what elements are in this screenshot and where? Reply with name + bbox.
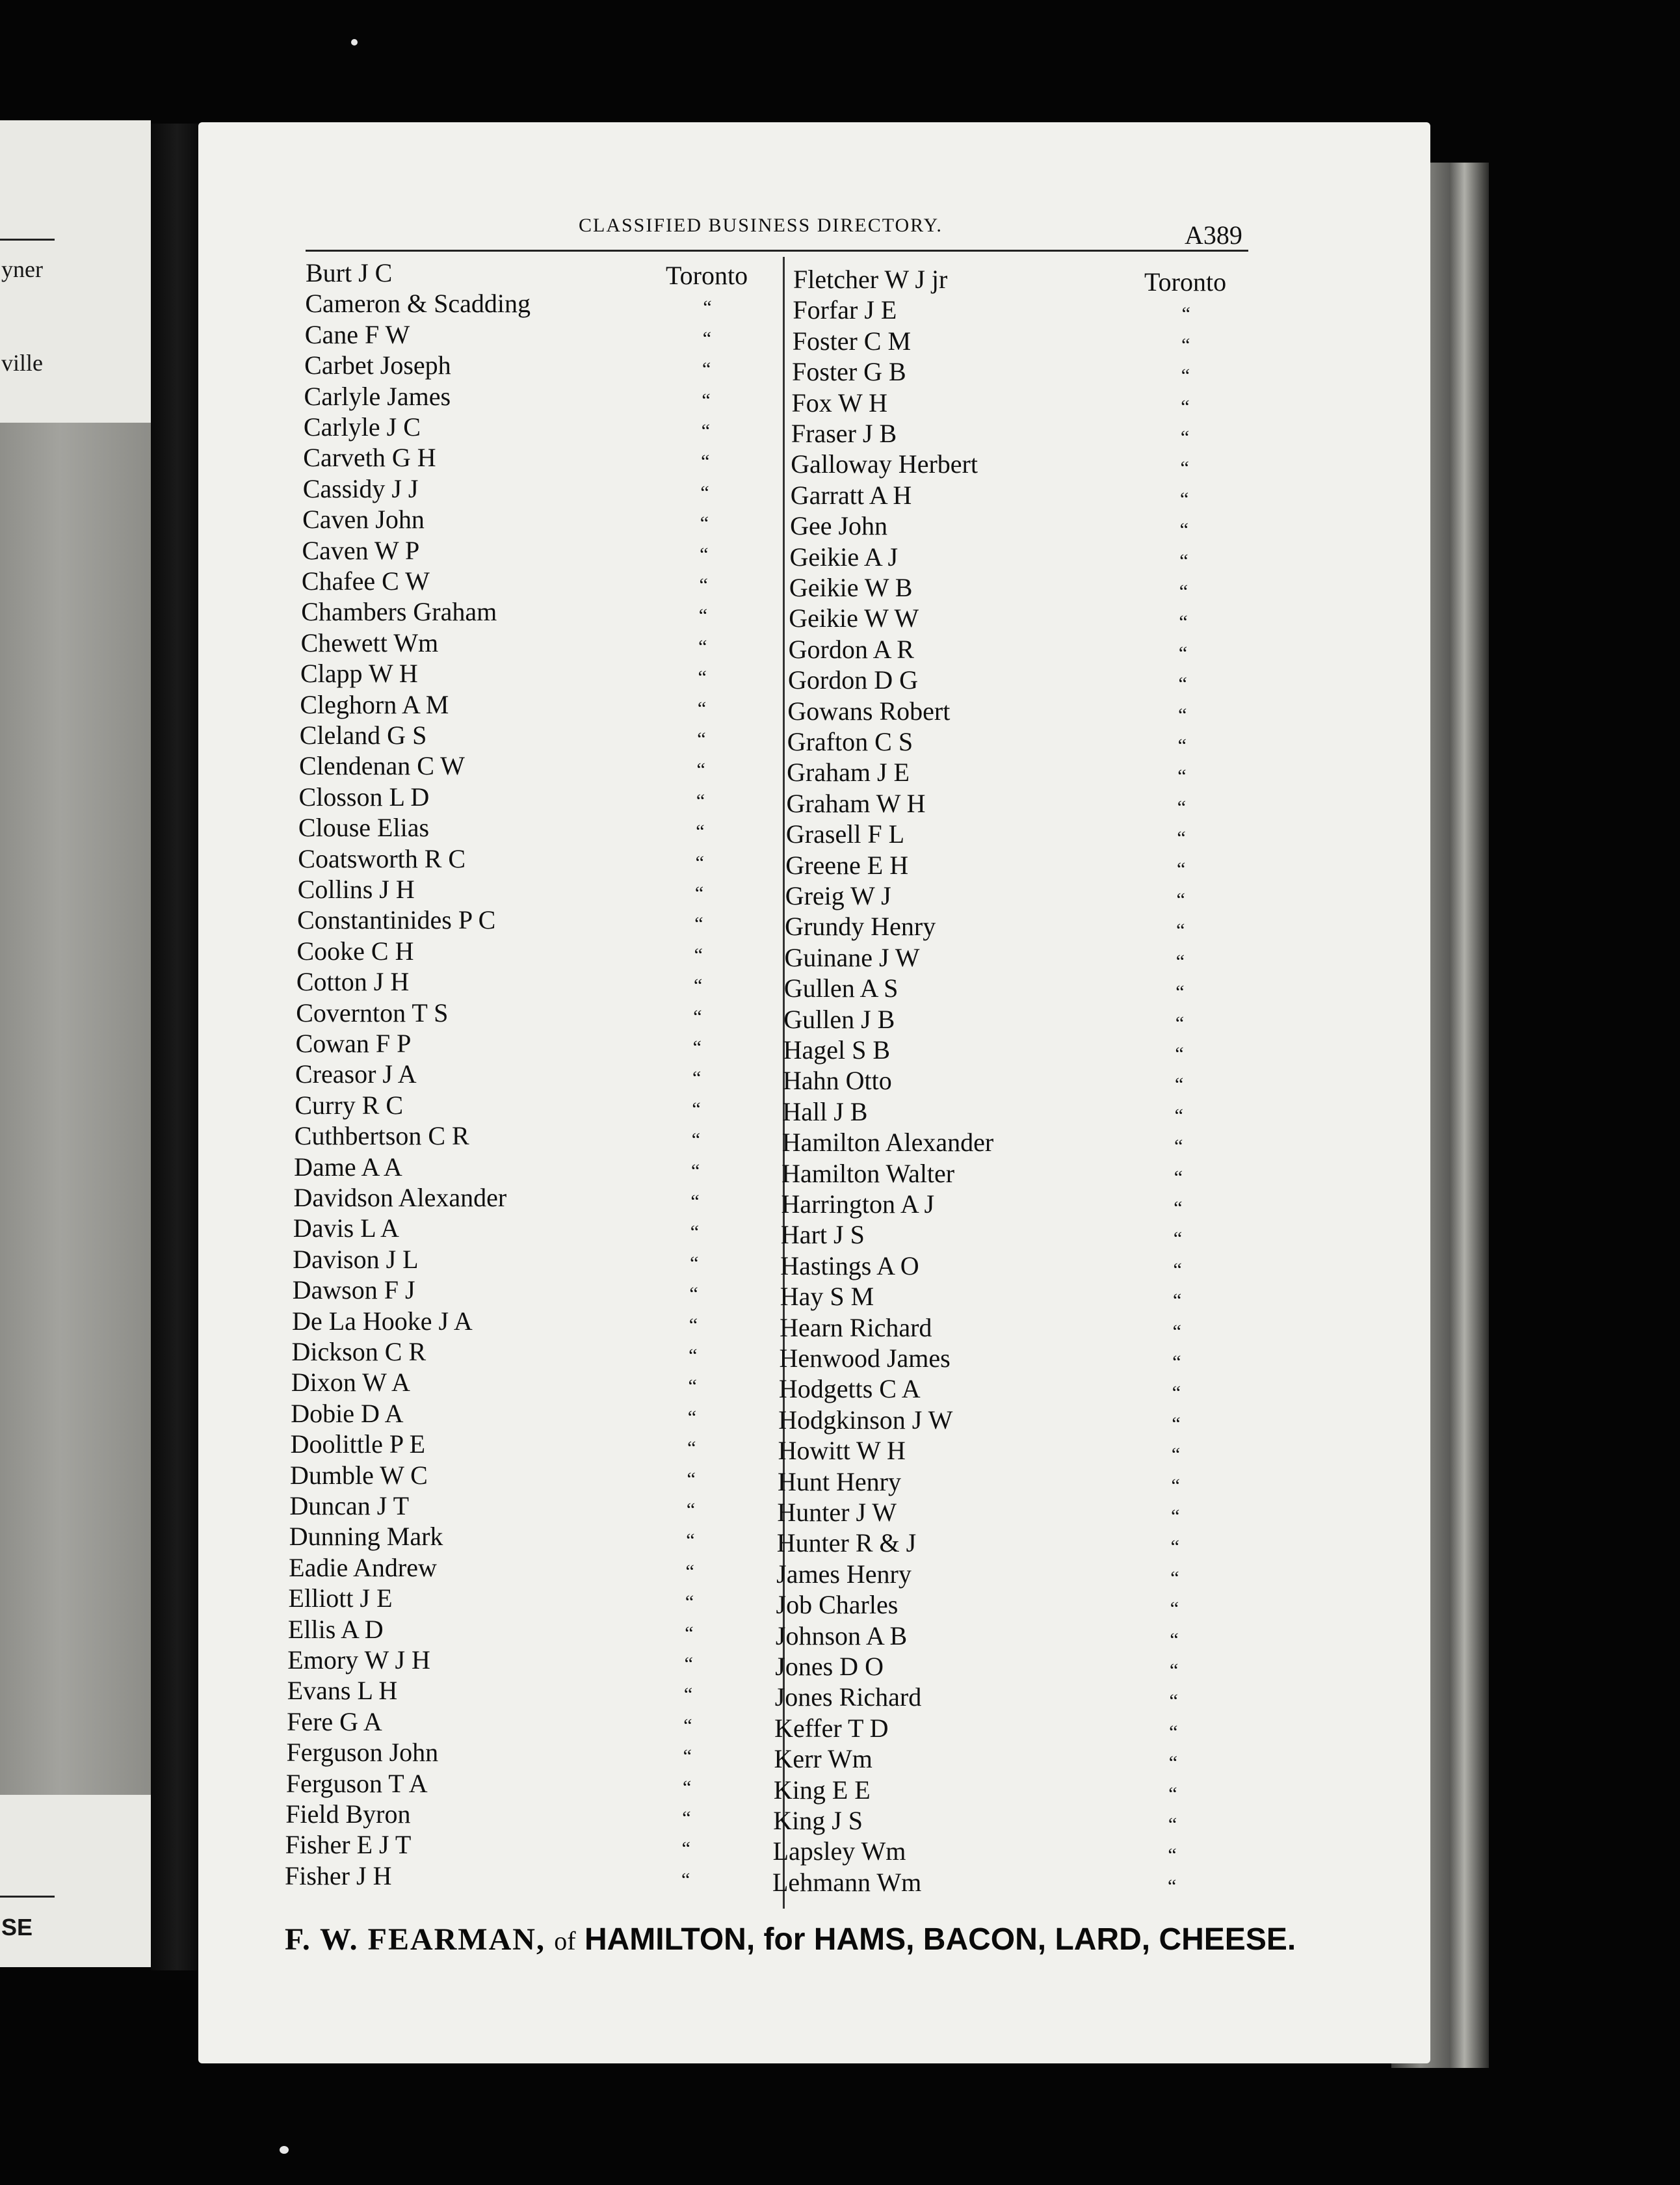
ditto-mark: “ bbox=[1170, 1536, 1179, 1558]
directory-entry-name: Duncan J T bbox=[289, 1491, 410, 1520]
directory-entry-name: Dawson F J bbox=[292, 1275, 415, 1305]
ditto-mark: “ bbox=[1171, 1474, 1180, 1496]
directory-entry-name: Hall J B bbox=[782, 1096, 868, 1126]
page-number: A389 bbox=[1185, 220, 1242, 250]
directory-entry-name: Hunter J W bbox=[777, 1498, 897, 1527]
ditto-mark: “ bbox=[1178, 673, 1187, 695]
directory-entry-name: Cooke C H bbox=[296, 936, 414, 966]
directory-entry-name: Dunning Mark bbox=[289, 1522, 443, 1552]
directory-entry-name: Hearn Richard bbox=[780, 1312, 932, 1342]
directory-entry-name: Chewett Wm bbox=[300, 628, 439, 657]
directory-entry-name: Lapsley Wm bbox=[772, 1836, 906, 1866]
ditto-mark: “ bbox=[683, 1745, 692, 1768]
directory-entry-name: De La Hooke J A bbox=[292, 1306, 473, 1336]
directory-entry-name: Collins J H bbox=[297, 875, 415, 904]
ditto-mark: “ bbox=[698, 635, 707, 657]
ditto-mark: “ bbox=[683, 1684, 693, 1706]
directory-entry-name: Davison J L bbox=[293, 1244, 419, 1274]
directory-entry-name: Cleghorn A M bbox=[300, 689, 449, 719]
directory-entry-name: King J S bbox=[773, 1806, 863, 1835]
ditto-mark: “ bbox=[695, 851, 704, 873]
directory-entry-name: Grasell F L bbox=[785, 819, 905, 849]
ditto-mark: “ bbox=[1177, 827, 1186, 849]
directory-entry-name: Chafee C W bbox=[301, 566, 430, 596]
directory-entry-name: Cassidy J J bbox=[302, 473, 419, 503]
directory-entry-name: Eadie Andrew bbox=[289, 1552, 437, 1582]
ditto-mark: “ bbox=[1175, 1074, 1184, 1096]
directory-entry-name: Henwood James bbox=[779, 1344, 951, 1373]
directory-entry-name: Carveth G H bbox=[303, 443, 436, 473]
directory-entry-name: Clapp W H bbox=[300, 659, 418, 689]
ditto-mark: “ bbox=[698, 667, 707, 689]
ditto-mark: “ bbox=[1168, 1782, 1177, 1805]
directory-entry-name: Guinane J W bbox=[784, 942, 920, 972]
ditto-mark: “ bbox=[1176, 920, 1185, 942]
ditto-mark: “ bbox=[689, 1345, 698, 1366]
ditto-mark: “ bbox=[694, 882, 704, 904]
directory-entry-name: Lehmann Wm bbox=[772, 1867, 922, 1897]
dust-speck bbox=[280, 2146, 289, 2154]
directory-entry-name: Graham W H bbox=[786, 788, 926, 818]
directory-entry-name: Dickson C R bbox=[291, 1337, 427, 1366]
ditto-mark: “ bbox=[685, 1591, 694, 1613]
directory-entry-name: Constantinides P C bbox=[297, 905, 496, 935]
directory-entry-name: Geikie W B bbox=[789, 573, 913, 602]
directory-entry-name: Keffer T D bbox=[774, 1713, 889, 1743]
ditto-mark: “ bbox=[689, 1314, 698, 1336]
ditto-mark: “ bbox=[1174, 1104, 1183, 1126]
directory-entry-name: Carlyle J C bbox=[303, 412, 421, 442]
footer-firm: F. W. FEARMAN, bbox=[285, 1922, 545, 1957]
directory-entry-name: Geikie W W bbox=[789, 603, 919, 633]
directory-entry-name: Hay S M bbox=[780, 1282, 874, 1312]
ditto-mark: “ bbox=[1176, 889, 1185, 910]
directory-entry-name: Harrington A J bbox=[781, 1189, 935, 1219]
ditto-mark: “ bbox=[1173, 1258, 1182, 1280]
directory-entry-name: Hagel S B bbox=[783, 1035, 891, 1065]
directory-entry-name: Davis L A bbox=[293, 1213, 399, 1243]
ditto-mark: “ bbox=[1175, 950, 1185, 972]
ditto-mark: “ bbox=[1175, 981, 1185, 1003]
left-page-word: SE bbox=[1, 1914, 33, 1940]
ditto-mark: “ bbox=[687, 1468, 696, 1490]
ditto-mark: “ bbox=[1175, 1043, 1184, 1065]
directory-entry-name: Creasor J A bbox=[295, 1059, 417, 1089]
directory-entry-name: Jones D O bbox=[775, 1652, 884, 1681]
directory-entry-name: Caven John bbox=[302, 505, 425, 535]
directory-entry-name: Fere G A bbox=[287, 1706, 382, 1736]
directory-entry-name: Hunter R & J bbox=[776, 1528, 917, 1558]
directory-entry-name: Curry R C bbox=[295, 1090, 404, 1120]
ditto-mark: “ bbox=[702, 389, 711, 411]
ditto-mark: “ bbox=[700, 481, 709, 503]
directory-entry-name: Dobie D A bbox=[291, 1398, 404, 1428]
ditto-mark: “ bbox=[1169, 1721, 1178, 1743]
ditto-mark: “ bbox=[1181, 334, 1190, 356]
ditto-mark: “ bbox=[1172, 1412, 1181, 1435]
directory-entry-name: Cameron & Scadding bbox=[305, 289, 531, 319]
footer-advertisement bbox=[285, 1922, 1296, 1957]
directory-entry-name: Davidson Alexander bbox=[293, 1183, 507, 1212]
ditto-mark: “ bbox=[1178, 642, 1188, 664]
ditto-mark: “ bbox=[693, 1005, 702, 1027]
directory-entry-name: Foster C M bbox=[792, 326, 912, 356]
directory-entry-name: Closson L D bbox=[298, 782, 430, 812]
ditto-mark: “ bbox=[702, 358, 711, 380]
directory-entry-name: Gordon A R bbox=[788, 634, 914, 664]
ditto-mark: “ bbox=[1172, 1382, 1181, 1404]
ditto-mark: “ bbox=[686, 1499, 696, 1520]
footer-text: HAMILTON, for HAMS, BACON, LARD, CHEESE. bbox=[584, 1922, 1296, 1957]
ditto-mark: “ bbox=[1170, 1628, 1179, 1650]
ditto-mark: “ bbox=[700, 543, 709, 565]
ditto-mark: “ bbox=[687, 1437, 696, 1459]
left-page-rule bbox=[0, 1896, 55, 1898]
directory-entry-name: Howitt W H bbox=[778, 1436, 906, 1466]
ditto-mark: “ bbox=[1178, 704, 1187, 726]
directory-entry-name: Dixon W A bbox=[291, 1368, 410, 1397]
ditto-mark: “ bbox=[1170, 1598, 1179, 1620]
page-header-title: CLASSIFIED BUSINESS DIRECTORY. bbox=[579, 215, 943, 236]
directory-entry-name: Fletcher W J jr bbox=[793, 265, 948, 294]
ditto-mark: “ bbox=[1180, 457, 1189, 479]
directory-city: Toronto bbox=[666, 261, 748, 290]
directory-entry-name: Greene E H bbox=[785, 850, 909, 880]
ditto-mark: “ bbox=[681, 1868, 690, 1890]
ditto-mark: “ bbox=[1177, 796, 1187, 818]
ditto-mark: “ bbox=[691, 1129, 701, 1151]
directory-entry-name: Greig W J bbox=[785, 881, 891, 910]
directory-entry-name: Johnson A B bbox=[775, 1621, 908, 1650]
footer-of: of bbox=[554, 1926, 576, 1955]
directory-entry-name: Carbet Joseph bbox=[304, 351, 451, 380]
directory-entry-name: Graham J E bbox=[787, 758, 910, 788]
ditto-mark: “ bbox=[1168, 1814, 1177, 1835]
ditto-mark: “ bbox=[702, 327, 712, 349]
directory-entry-name: Evans L H bbox=[287, 1676, 398, 1706]
ditto-mark: “ bbox=[696, 821, 705, 843]
ditto-mark: “ bbox=[1168, 1752, 1178, 1774]
ditto-mark: “ bbox=[1174, 1197, 1183, 1219]
directory-entry-name: Clendenan C W bbox=[299, 751, 465, 781]
ditto-mark: “ bbox=[1179, 550, 1188, 572]
directory-entry-name: Geikie A J bbox=[789, 542, 899, 572]
ditto-mark: “ bbox=[691, 1159, 700, 1182]
ditto-mark: “ bbox=[1171, 1505, 1180, 1527]
directory-entry-name: Hamilton Walter bbox=[781, 1158, 955, 1188]
directory-entry-name: Gowans Robert bbox=[787, 696, 951, 726]
directory-entry-name: Dumble W C bbox=[290, 1460, 428, 1490]
ditto-mark: “ bbox=[703, 297, 712, 319]
ditto-mark: “ bbox=[697, 728, 706, 750]
ditto-mark: “ bbox=[1180, 488, 1189, 510]
directory-entry-name: Forfar J E bbox=[793, 295, 897, 325]
header-rule bbox=[306, 250, 1248, 252]
directory-entry-name: Grafton C S bbox=[787, 727, 913, 756]
left-page-rule bbox=[0, 239, 55, 241]
directory-entry-name: Cleland G S bbox=[299, 721, 427, 750]
ditto-mark: “ bbox=[685, 1560, 694, 1582]
left-page-fragment bbox=[0, 120, 151, 1967]
ditto-mark: “ bbox=[692, 1067, 702, 1089]
directory-entry-name: Emory W J H bbox=[287, 1645, 430, 1675]
ditto-mark: “ bbox=[693, 975, 703, 997]
ditto-mark: “ bbox=[1174, 1135, 1183, 1158]
directory-entry-name: Ferguson John bbox=[286, 1738, 439, 1768]
ditto-mark: “ bbox=[682, 1776, 692, 1798]
ditto-mark: “ bbox=[1177, 735, 1187, 756]
ditto-mark: “ bbox=[700, 512, 709, 535]
dust-speck bbox=[351, 39, 358, 46]
directory-entry-name: Hamilton Alexander bbox=[781, 1128, 994, 1158]
directory-entry-name: Carlyle James bbox=[304, 381, 451, 411]
ditto-mark: “ bbox=[1179, 611, 1188, 633]
ditto-mark: “ bbox=[694, 944, 703, 966]
ditto-mark: “ bbox=[1176, 858, 1186, 880]
ditto-mark: “ bbox=[692, 1037, 702, 1058]
ditto-mark: “ bbox=[1168, 1844, 1177, 1866]
left-page-gray-block bbox=[0, 423, 151, 1795]
ditto-mark: “ bbox=[696, 759, 705, 781]
directory-entry-name: Doolittle P E bbox=[290, 1429, 426, 1459]
directory-entry-name: Chambers Graham bbox=[301, 597, 497, 627]
directory-entry-name: Ellis A D bbox=[287, 1614, 384, 1644]
ditto-mark: “ bbox=[698, 605, 708, 627]
directory-entry-name: Burt J C bbox=[306, 258, 393, 287]
directory-entry-name: Cowan F P bbox=[295, 1029, 412, 1058]
ditto-mark: “ bbox=[690, 1221, 700, 1243]
directory-entry-name: Fraser J B bbox=[791, 419, 897, 448]
directory-entry-name: Elliott J E bbox=[288, 1583, 393, 1613]
directory-entry-name: Garratt A H bbox=[790, 480, 912, 510]
directory-entry-name: Fox W H bbox=[791, 388, 887, 417]
ditto-mark: “ bbox=[684, 1653, 693, 1675]
directory-entry-name: Clouse Elias bbox=[298, 813, 430, 843]
ditto-mark: “ bbox=[1169, 1660, 1179, 1681]
ditto-mark: “ bbox=[1172, 1320, 1181, 1342]
ditto-mark: “ bbox=[1173, 1228, 1183, 1250]
ditto-mark: “ bbox=[689, 1283, 698, 1305]
directory-entry-name: Hart J S bbox=[780, 1220, 865, 1250]
directory-entry-name: Kerr Wm bbox=[774, 1744, 873, 1774]
directory-entry-name: Hahn Otto bbox=[783, 1066, 892, 1096]
ditto-mark: “ bbox=[699, 574, 708, 596]
directory-entry-name: Gullen J B bbox=[783, 1004, 895, 1034]
ditto-mark: “ bbox=[683, 1714, 692, 1736]
ditto-mark: “ bbox=[1179, 581, 1188, 602]
ditto-mark: “ bbox=[694, 913, 703, 935]
directory-entry-name: Covernton T S bbox=[296, 998, 449, 1027]
ditto-mark: “ bbox=[1168, 1875, 1177, 1897]
directory-entry-name: Dame A A bbox=[294, 1152, 402, 1182]
ditto-mark: “ bbox=[688, 1375, 697, 1397]
ditto-mark: “ bbox=[687, 1406, 697, 1428]
directory-entry-name: Galloway Herbert bbox=[791, 449, 978, 479]
ditto-mark: “ bbox=[1169, 1690, 1178, 1712]
directory-entry-name: Grundy Henry bbox=[785, 912, 936, 942]
directory-entry-name: Field Byron bbox=[285, 1799, 411, 1829]
ditto-mark: “ bbox=[681, 1838, 690, 1860]
directory-entry-name: Hodgetts C A bbox=[778, 1374, 921, 1404]
ditto-mark: “ bbox=[690, 1191, 700, 1212]
directory-city: Toronto bbox=[1144, 267, 1227, 297]
ditto-mark: “ bbox=[697, 697, 707, 719]
directory-entry-name: Jones Richard bbox=[774, 1682, 922, 1712]
ditto-mark: “ bbox=[686, 1530, 695, 1552]
ditto-mark: “ bbox=[1181, 395, 1190, 417]
directory-entry-name: Gee John bbox=[790, 511, 888, 541]
directory-entry-name: Cuthbertson C R bbox=[294, 1121, 469, 1151]
ditto-mark: “ bbox=[690, 1252, 699, 1274]
ditto-mark: “ bbox=[701, 420, 711, 442]
directory-entry-name: King E E bbox=[773, 1775, 871, 1805]
directory-entry-name: Coatsworth R C bbox=[298, 843, 466, 873]
directory-entry-name: Hastings A O bbox=[780, 1251, 919, 1280]
ditto-mark: “ bbox=[701, 451, 710, 473]
ditto-mark: “ bbox=[1181, 365, 1190, 387]
directory-entry-name: Job Charles bbox=[776, 1590, 899, 1620]
directory-entry-name: Cane F W bbox=[304, 319, 410, 349]
directory-entry-name: Hunt Henry bbox=[778, 1466, 901, 1496]
directory-entry-name: Fisher E J T bbox=[285, 1830, 412, 1860]
directory-entry-name: Gullen A S bbox=[783, 973, 899, 1003]
directory-entry-name: Ferguson T A bbox=[285, 1768, 428, 1798]
directory-entry-name: Gordon D G bbox=[788, 665, 918, 695]
left-page-word: ville bbox=[1, 350, 43, 376]
ditto-mark: “ bbox=[1174, 1166, 1183, 1188]
ditto-mark: “ bbox=[1171, 1444, 1181, 1466]
ditto-mark: “ bbox=[1180, 427, 1190, 448]
directory-entry-name: Fisher J H bbox=[285, 1861, 392, 1890]
ditto-mark: “ bbox=[696, 789, 705, 812]
ditto-mark: “ bbox=[685, 1622, 694, 1644]
ditto-mark: “ bbox=[1179, 519, 1188, 541]
ditto-mark: “ bbox=[1170, 1567, 1179, 1589]
ditto-mark: “ bbox=[692, 1098, 701, 1120]
ditto-mark: “ bbox=[1177, 765, 1187, 788]
directory-entry-name: Caven W P bbox=[302, 535, 420, 565]
left-page-word: yner bbox=[1, 256, 43, 282]
directory-entry-name: James Henry bbox=[776, 1559, 912, 1589]
directory-entry-name: Cotton J H bbox=[296, 967, 410, 997]
book-gutter bbox=[151, 124, 203, 1970]
ditto-mark: “ bbox=[1175, 1012, 1185, 1034]
ditto-mark: “ bbox=[1172, 1351, 1181, 1373]
ditto-mark: “ bbox=[1173, 1290, 1182, 1312]
directory-entry-name: Hodgkinson J W bbox=[778, 1405, 953, 1435]
ditto-mark: “ bbox=[682, 1807, 691, 1829]
ditto-mark: “ bbox=[1181, 303, 1190, 325]
directory-entry-name: Foster G B bbox=[792, 357, 906, 387]
